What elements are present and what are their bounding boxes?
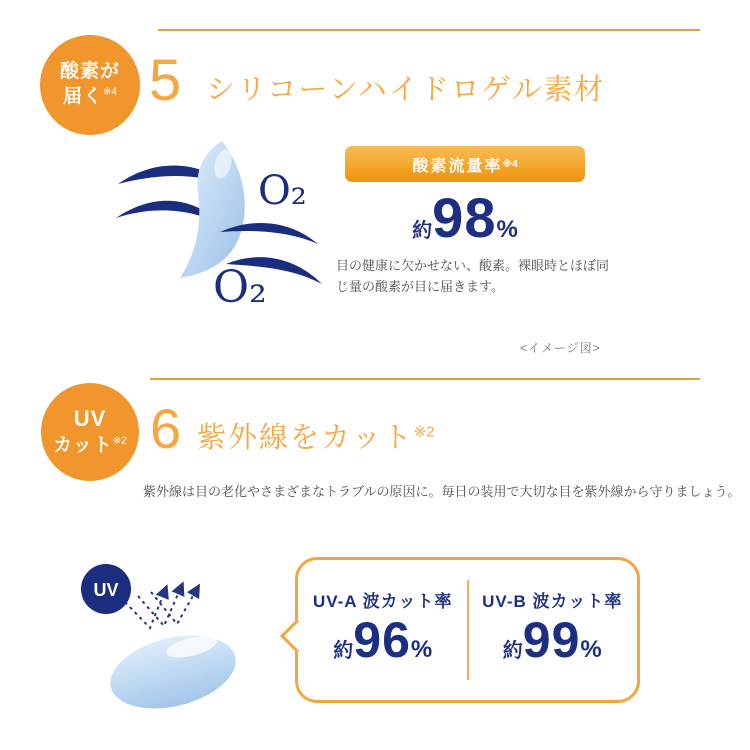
uv-cut-badge xyxy=(41,383,139,481)
image-caption: <イメージ図> xyxy=(520,341,601,355)
section6-title: 紫外線をカット$^{※2}$ xyxy=(197,422,435,454)
oxygen-badge xyxy=(40,35,140,135)
uva-cut-rate-panel xyxy=(298,560,468,700)
oxygen-badge-note: ※4 xyxy=(103,86,117,98)
oxygen-flow-rate-label: 酸素流量率 xyxy=(412,157,503,175)
uv-circle-label: UV xyxy=(93,580,119,600)
oxygen-description: 目の健康に欠かせない、酸素。裸眼時とほぼ同じ量の酸素が目に届きます。 xyxy=(336,258,610,295)
stat-value: 98 xyxy=(432,186,497,249)
section5-title: シリコーンハイドロゲル素材 xyxy=(206,74,606,106)
stat-prefix: 約 xyxy=(502,640,523,662)
stat-unit: % xyxy=(410,636,433,663)
oxygen-flow-rate-pill xyxy=(345,146,585,182)
oxygen-badge-line2: 届く$^{※4}$ xyxy=(63,86,117,107)
uv-cut-badge-note: ※2 xyxy=(112,435,127,447)
section6-number: 6 xyxy=(150,397,182,460)
stat-prefix: 約 xyxy=(333,640,354,662)
oxygen-flow-rate-note: ※4 xyxy=(502,158,518,170)
uv-cut-badge-line2: カット$^{※2}$ xyxy=(53,434,127,456)
section5-divider xyxy=(158,29,700,31)
o2-label-bottom: O₂ xyxy=(213,262,267,310)
uvb-cut-rate-panel xyxy=(468,560,638,700)
o2-label-top: O₂ xyxy=(258,168,307,214)
stat-value: 99 xyxy=(522,612,581,668)
uv-description: 紫外線は目の老化やさまざまなトラブルの原因に。毎日の装用で大切な目を紫外線から守りましょう。 xyxy=(143,484,741,499)
section6-divider xyxy=(150,378,700,380)
stat-prefix: 約 xyxy=(412,220,433,242)
section5-number: 5 xyxy=(149,48,182,113)
oxygen-lens-illustration xyxy=(110,130,325,310)
uva-stat xyxy=(333,612,433,668)
stat-value: 96 xyxy=(353,612,411,668)
uv-cut-badge-line1: UV xyxy=(73,406,107,432)
uv-lens-illustration xyxy=(55,548,300,728)
contact-lens-dome-illustration xyxy=(103,624,244,721)
uvb-label: UV-B 波カット率 xyxy=(482,592,623,611)
oxygen-badge-line1: 酸素が xyxy=(59,61,120,83)
stat-unit: % xyxy=(496,216,518,243)
bubble-divider xyxy=(467,580,469,680)
oxygen-flow-stat xyxy=(345,186,585,249)
uv-reflection-rays-icon xyxy=(125,585,198,628)
uvb-stat xyxy=(502,612,602,668)
uva-label: UV-A 波カット率 xyxy=(312,592,453,611)
section6-title-note: ※2 xyxy=(413,423,435,441)
uv-cut-rate-bubble xyxy=(295,557,640,703)
stat-unit: % xyxy=(580,636,602,663)
